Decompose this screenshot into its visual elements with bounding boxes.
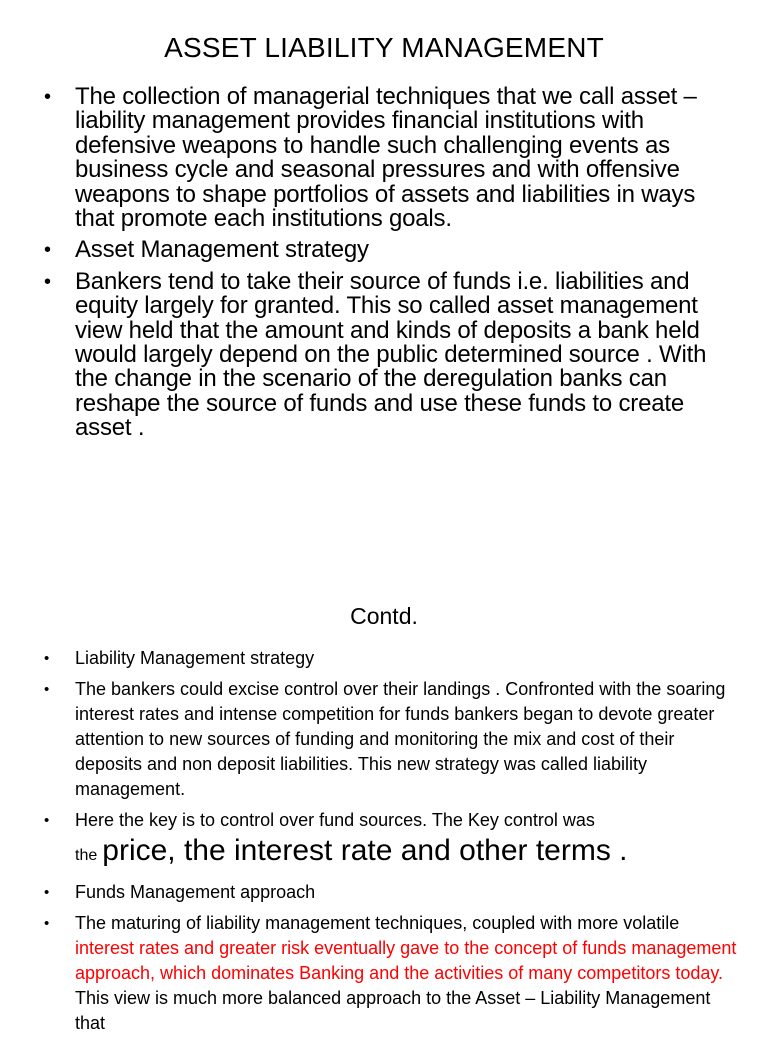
bullet-text: This view is much more balanced approach to the Asset – Liability Management that — [75, 988, 711, 1033]
bullet-item — [44, 236, 727, 264]
bullet-item — [44, 880, 743, 905]
bullet-text: The bankers could excise control over their landings . Confronted with the soaring interest rates and intense competition for funds bankers began to devote greater attention to new sources of funding and monitoring the mix and cost of their deposits and non deposit liabilities. This new strategy was called liability management. — [75, 679, 726, 799]
bullet-marker: • — [44, 86, 51, 108]
bullet-marker: • — [44, 884, 50, 901]
bullet-text: Asset Management strategy — [75, 236, 369, 264]
bullet-marker: • — [44, 270, 51, 293]
slide-2 — [0, 576, 768, 1033]
bullet-marker: • — [44, 915, 50, 932]
slide-1-bullet-list — [44, 83, 727, 448]
bullet-item — [44, 911, 743, 1036]
bullet-marker: • — [44, 681, 50, 698]
bullet-text: Bankers tend to take their source of funds i.e. liabilities and equity largely for granted. This so called asset management view held that the amount and kinds of deposits a bank held would largely depend on the public determined source . With the change in the scenario of the deregulation banks can reshape the source of funds and use these funds to create asset . — [75, 267, 707, 442]
bullet-item — [44, 808, 743, 874]
slide-1-title: ASSET LIABILITY MANAGEMENT — [164, 32, 604, 63]
bullet-text-small: the — [75, 847, 98, 864]
bullet-text: Funds Management approach — [75, 882, 316, 902]
bullet-text: Here the key is to control over fund sources. The Key control was — [75, 810, 595, 830]
slide-2-bullet-list — [44, 646, 743, 1042]
bullet-item — [44, 83, 727, 233]
bullet-text: The maturing of liability management techniques, coupled with more volatile — [75, 913, 680, 933]
bullet-marker: • — [44, 239, 51, 262]
slide-2-title: Contd. — [350, 603, 418, 629]
bullet-text-emphasis: price, the interest rate and other terms . — [102, 834, 628, 867]
highlighted-text: interest rates and greater risk eventually gave to the concept of funds management approach, which dominates Banking and the activities of many competitors today. — [75, 938, 737, 983]
bullet-item — [44, 646, 743, 671]
slide-1 — [0, 0, 768, 500]
bullet-item — [44, 267, 727, 442]
bullet-text: The collection of managerial techniques that we call asset – liability management provides financial institutions with defensive weapons to handle such challenging events as business cycle and seasonal pressures and with offensive weapons to shape portfolios of assets and liabilities in ways that promote each institutions goals. — [75, 83, 697, 233]
bullet-marker: • — [44, 812, 50, 829]
bullet-text: Liability Management strategy — [75, 648, 315, 668]
bullet-item — [44, 677, 743, 802]
bullet-marker: • — [44, 650, 50, 667]
